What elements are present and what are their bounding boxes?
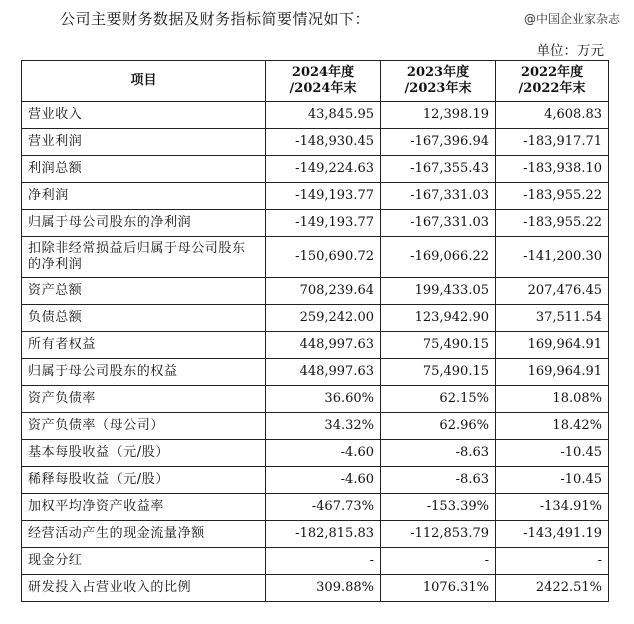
row-label: 归属于母公司股东的权益 [22,359,266,386]
header-2024-line1: 2024年度 [291,65,355,80]
row-label: 资产负债率（母公司） [22,413,266,440]
table-header-row [22,61,609,102]
row-label: 资产负债率 [22,386,266,413]
table-row [22,521,609,548]
header-2023-line2: /2023年末 [404,81,472,96]
intro-text: 公司主要财务数据及财务指标简要情况如下： [60,10,371,28]
value-2024: 309.88% [266,575,381,602]
header-2022-line1: 2022年度 [520,65,584,80]
value-2023: 1076.31% [381,575,496,602]
value-2023: -153.39% [381,494,496,521]
value-2022: -183,917.71 [496,129,609,156]
value-2022: -10.45 [496,467,609,494]
value-2022: -141,200.30 [496,237,609,278]
value-2022: 18.42% [496,413,609,440]
row-label: 归属于母公司股东的净利润 [22,210,266,237]
row-label: 稀释每股收益（元/股） [22,467,266,494]
header-2022 [496,61,609,102]
value-2022: 18.08% [496,386,609,413]
value-2024: -149,193.77 [266,183,381,210]
value-2024: -148,930.45 [266,129,381,156]
value-2024: -4.60 [266,467,381,494]
value-2022: -183,955.22 [496,183,609,210]
table-row [22,102,609,129]
row-label: 负债总额 [22,305,266,332]
value-2022: -183,938.10 [496,156,609,183]
value-2023: -169,066.22 [381,237,496,278]
value-2024: 43,845.95 [266,102,381,129]
value-2023: -112,853.79 [381,521,496,548]
row-label: 基本每股收益（元/股） [22,440,266,467]
row-label: 现金分红 [22,548,266,575]
row-label: 研发投入占营业收入的比例 [22,575,266,602]
value-2023: 62.15% [381,386,496,413]
unit-label: 单位：万元 [536,43,604,59]
table-row [22,156,609,183]
value-2022: - [496,548,609,575]
value-2023: 12,398.19 [381,102,496,129]
value-2022: -183,955.22 [496,210,609,237]
value-2024: 34.32% [266,413,381,440]
watermark: @中国企业家杂志 [523,12,620,26]
value-2024: -182,815.83 [266,521,381,548]
header-2023-line1: 2023年度 [406,65,470,80]
header-2024 [266,61,381,102]
table-row [22,183,609,210]
value-2023: 62.96% [381,413,496,440]
row-label: 所有者权益 [22,332,266,359]
value-2023: - [381,548,496,575]
value-2023: -167,396.94 [381,129,496,156]
value-2023: -8.63 [381,467,496,494]
value-2024: 448,997.63 [266,359,381,386]
table-row [22,575,609,602]
value-2024: -149,224.63 [266,156,381,183]
value-2023: -8.63 [381,440,496,467]
table-row [22,413,609,440]
row-label: 扣除非经常损益后归属于母公司股东的净利润 [22,237,266,278]
row-label: 营业利润 [22,129,266,156]
value-2022: -10.45 [496,440,609,467]
value-2024: 448,997.63 [266,332,381,359]
table-row [22,332,609,359]
value-2023: -167,355.43 [381,156,496,183]
value-2022: -143,491.19 [496,521,609,548]
row-label: 资产总额 [22,278,266,305]
header-2022-line2: /2022年末 [518,81,586,96]
row-label: 净利润 [22,183,266,210]
table-row [22,210,609,237]
value-2023: 75,490.15 [381,359,496,386]
value-2023: -167,331.03 [381,183,496,210]
table-row [22,278,609,305]
value-2024: -150,690.72 [266,237,381,278]
value-2024: 708,239.64 [266,278,381,305]
value-2023: -167,331.03 [381,210,496,237]
value-2024: -4.60 [266,440,381,467]
value-2022: -134.91% [496,494,609,521]
value-2023: 199,433.05 [381,278,496,305]
table-row [22,305,609,332]
header-2024-line2: /2024年末 [289,81,357,96]
row-label: 利润总额 [22,156,266,183]
value-2022: 2422.51% [496,575,609,602]
row-label: 加权平均净资产收益率 [22,494,266,521]
table-row [22,494,609,521]
value-2022: 169,964.91 [496,332,609,359]
table-row [22,237,609,278]
table-row [22,386,609,413]
table-row [22,467,609,494]
financial-table [21,60,609,602]
header-item: 项目 [22,61,266,102]
value-2024: - [266,548,381,575]
table-row [22,548,609,575]
row-label: 经营活动产生的现金流量净额 [22,521,266,548]
header-2023 [381,61,496,102]
value-2024: 259,242.00 [266,305,381,332]
row-label: 营业收入 [22,102,266,129]
table-row [22,129,609,156]
table-row [22,359,609,386]
table-row [22,440,609,467]
value-2024: -467.73% [266,494,381,521]
value-2022: 37,511.54 [496,305,609,332]
value-2022: 169,964.91 [496,359,609,386]
value-2024: -149,193.77 [266,210,381,237]
value-2023: 123,942.90 [381,305,496,332]
value-2023: 75,490.15 [381,332,496,359]
value-2022: 207,476.45 [496,278,609,305]
value-2024: 36.60% [266,386,381,413]
value-2022: 4,608.83 [496,102,609,129]
